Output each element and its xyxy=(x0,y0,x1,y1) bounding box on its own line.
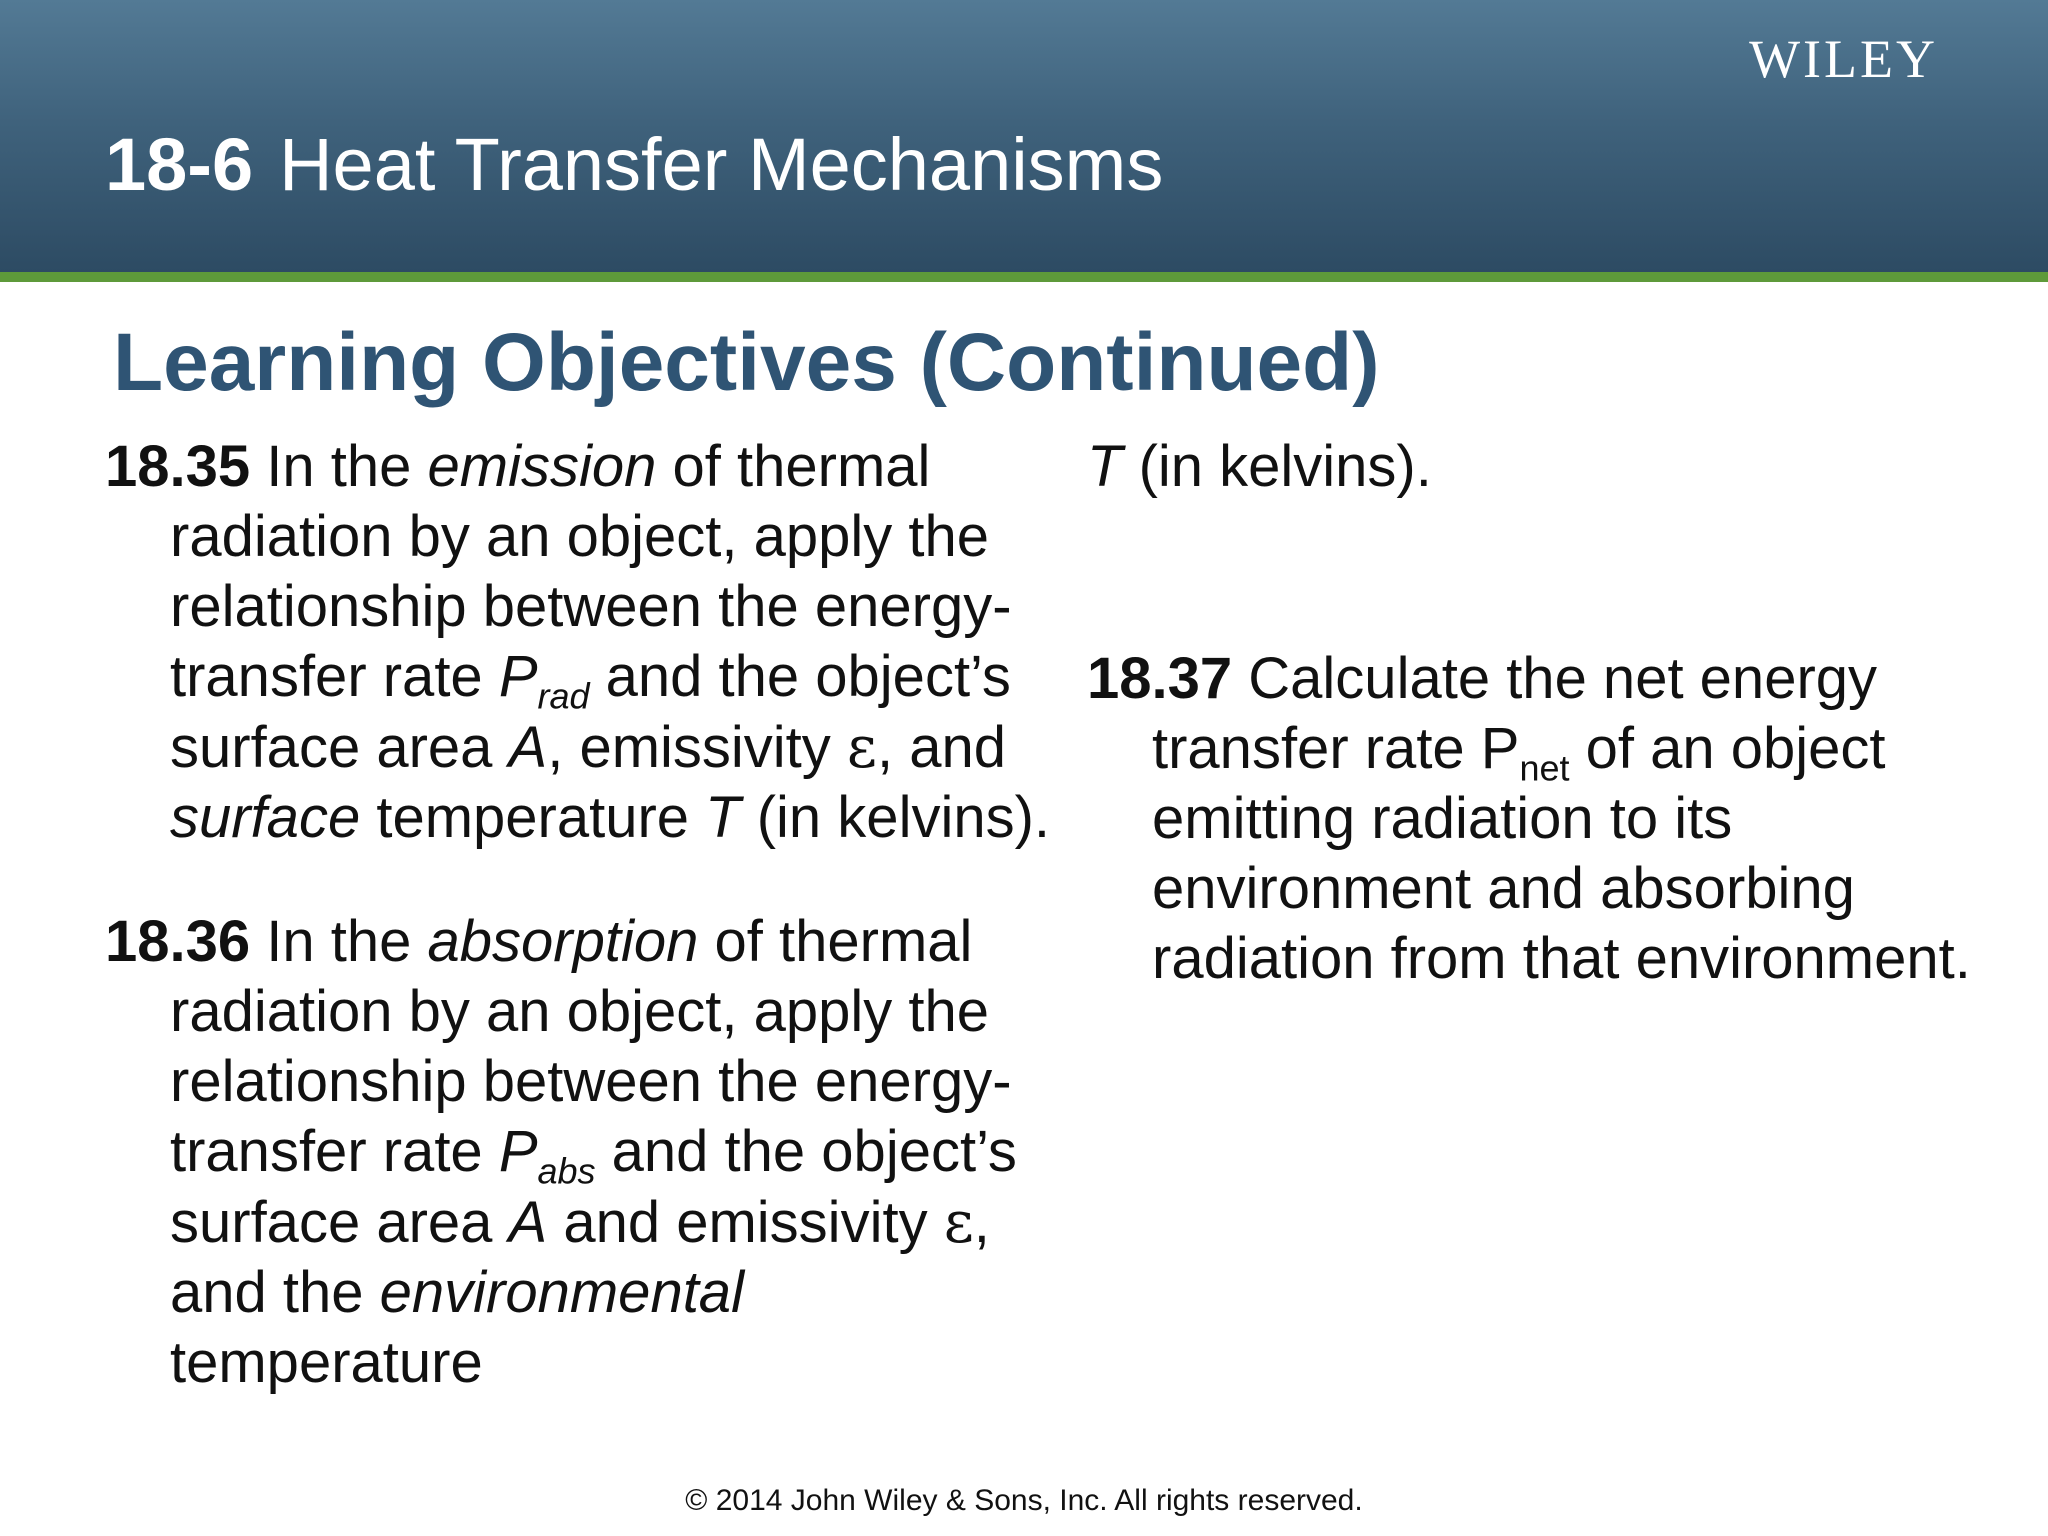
objective-text: (in kelvins). xyxy=(756,785,1051,850)
objective-text: (in kelvins). xyxy=(1138,434,1432,499)
power-subscript: net xyxy=(1519,747,1570,789)
objective-text: of thermal radiation by an object, apply the relationship between the energy-transfer rate xyxy=(170,434,1012,709)
objective-text: of an object emitting radiation to its environment and absorbing radiation from that environment. xyxy=(1152,716,1971,991)
area-symbol: A xyxy=(508,715,548,780)
emissivity-symbol: ε xyxy=(943,1188,974,1256)
objective-text: In the xyxy=(266,434,412,499)
power-subscript: abs xyxy=(537,1150,596,1192)
objective-18-35 xyxy=(105,432,1065,853)
objective-18-36 xyxy=(105,907,1065,1398)
left-column xyxy=(105,432,1065,1398)
copyright-footer: © 2014 John Wiley & Sons, Inc. All rights reserved. xyxy=(685,1484,1363,1517)
objective-number: 18.35 xyxy=(105,434,251,499)
objective-text: and the object’s surface area xyxy=(170,1119,1017,1255)
wiley-logo: WILEY xyxy=(1749,29,1938,89)
learning-objectives-heading: Learning Objectives (Continued) xyxy=(113,317,1380,408)
objective-emphasis: surface xyxy=(170,785,361,850)
header-divider xyxy=(0,272,2048,282)
objective-text: temperature xyxy=(376,785,690,850)
temperature-symbol: T xyxy=(705,785,741,850)
objective-emphasis: environmental xyxy=(379,1260,744,1325)
power-subscript: rad xyxy=(537,675,590,717)
objective-18-37 xyxy=(1087,644,2032,994)
objective-text: , and xyxy=(876,715,1006,780)
section-title: Heat Transfer Mechanisms xyxy=(279,123,1164,206)
spacer xyxy=(105,853,1065,907)
power-symbol: P xyxy=(498,644,538,709)
power-symbol: P xyxy=(498,1119,538,1184)
right-column xyxy=(1087,432,2032,994)
objective-text: , and the xyxy=(170,1190,990,1325)
objective-text: , emissivity xyxy=(547,715,831,780)
objective-text: and emissivity xyxy=(563,1190,928,1255)
objective-text: of thermal radiation by an object, apply the relationship between the energy-transfer rate xyxy=(170,909,1012,1184)
objective-text: and the object’s surface area xyxy=(170,644,1011,780)
objective-emphasis: absorption xyxy=(427,909,699,974)
section-number: 18-6 xyxy=(105,123,254,206)
objective-text: temperature xyxy=(170,1330,483,1395)
objective-text: In the xyxy=(266,909,412,974)
objective-number: 18.37 xyxy=(1087,646,1233,711)
slide-title xyxy=(105,122,1163,207)
temperature-symbol: T xyxy=(1087,434,1123,499)
objective-emphasis: emission xyxy=(427,434,657,499)
objective-18-36-continuation xyxy=(1087,432,2032,502)
emissivity-symbol: ε xyxy=(846,713,877,781)
objective-number: 18.36 xyxy=(105,909,251,974)
objective-text: Calculate the net energy transfer rate P xyxy=(1152,646,1878,781)
spacer xyxy=(1087,502,2032,644)
area-symbol: A xyxy=(508,1190,548,1255)
